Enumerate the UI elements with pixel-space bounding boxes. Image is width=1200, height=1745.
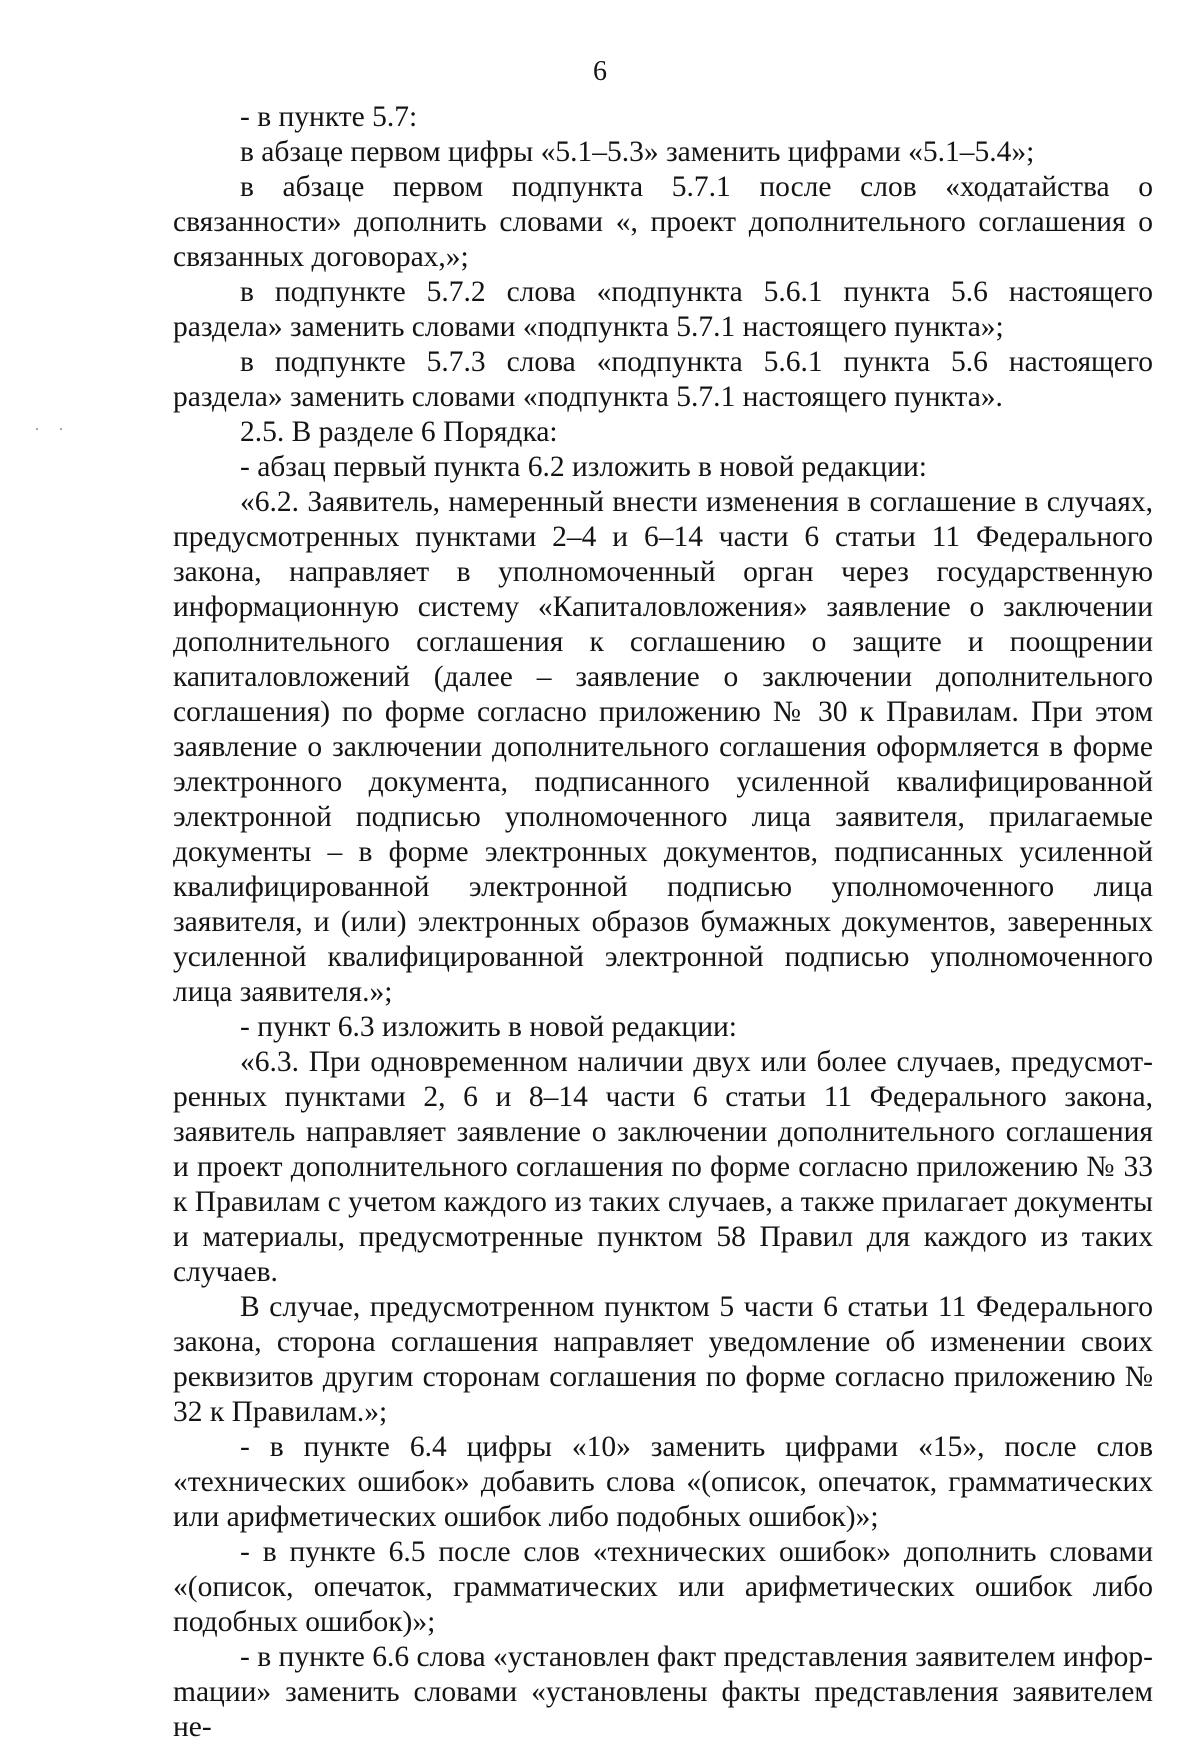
paragraph-clause-6-4: - в пункте 6.4 цифры «10» заменить цифрами «15», после слов «технических ошибок» добавить слова «(описок, опечаток, грамматических или арифметических ошибок либо подобных ошибок)»;: [173, 1431, 1153, 1533]
paragraph-clause-6-3-intro: - пункт 6.3 изложить в новой редакции:: [240, 1011, 737, 1043]
paragraph-subclause-5-7-2: в подпункте 5.7.2 слова «подпункта 5.6.1 пункта 5.6 настоящего раздела» заменить словами «подпункта 5.7.1 настоящего пункта»;: [173, 276, 1153, 343]
paragraph-subclause-5-7-1: в абзаце первом подпункта 5.7.1 после слов «ходатайства о связанности» дополнить словами «, проект дополнительного соглашения о связанных договорах,»;: [173, 171, 1153, 273]
page-number: 6: [593, 56, 607, 87]
paragraph-section-2-5: 2.5. В разделе 6 Порядка:: [240, 416, 558, 448]
paragraph-clause-5-7: - в пункте 5.7:: [240, 101, 418, 133]
paragraph-clause-5-7-first-abzac: в абзаце первом цифры «5.1–5.3» заменить цифрами «5.1–5.4»;: [240, 136, 1035, 168]
paragraph-clause-6-2-intro: - абзац первый пункта 6.2 изложить в новой редакции:: [240, 451, 927, 483]
paragraph-clause-6-6: - в пункте 6.6 слова «установлен факт представления заявителем инфорmации» заменить словами «установлены факты представления заявителем не-: [173, 1641, 1153, 1743]
scan-artifact: [36, 428, 76, 432]
paragraph-clause-6-5: - в пункте 6.5 после слов «технических ошибок» дополнить словами «(описок, опечаток, грамматических или арифметических ошибок либо подобных ошибок)»;: [173, 1536, 1153, 1638]
paragraph-subclause-5-7-3: в подпункте 5.7.3 слова «подпункта 5.6.1 пункта 5.6 настоящего раздела» заменить словами «подпункта 5.7.1 настоящего пункта».: [173, 346, 1153, 413]
document-body: [173, 100, 1153, 1745]
paragraph-clause-6-3-text: «6.3. При одновременном наличии двух или более случаев, предусмотренных пунктами 2, 6 и 8–14 части 6 статьи 11 Федерального закона, заявитель направляет заявление о заключении дополнительного соглашения и проект дополнительного соглашения по форме согласно приложению № 33 к Правилам с учетом каждого из таких случаев, а также прилагает документы и материалы, предусмотренные пунктом 58 Правил для каждого из таких случаев.: [173, 1046, 1153, 1288]
paragraph-clause-6-3-second: В случае, предусмотренном пунктом 5 части 6 статьи 11 Федерального закона, сторона соглашения направляет уведомление об изменении своих реквизитов другим сторонам соглашения по форме согласно приложению № 32 к Правилам.»;: [173, 1291, 1153, 1428]
paragraph-clause-6-2-text: «6.2. Заявитель, намеренный внести изменения в соглашение в случаях, предусмотренных пунктами 2–4 и 6–14 части 6 статьи 11 Федерального закона, направляет в уполномоченный орган через государственную информационную систему «Капиталовложения» заявление о заключении дополнительного соглашения к соглашению о защите и поощрении капиталовложений (далее – заявление о заключении дополнительного соглашения) по форме согласно приложению № 30 к Правилам. При этом заявление о заключении дополнительного соглашения оформляется в форме электронного документа, подписанного усиленной квалифицированной электронной подписью уполномоченного лица заявителя, прилагаемые документы – в форме электронных документов, подписанных усиленной квалифицированной электронной подписью уполномоченного лица заявителя, и (или) электронных образов бумажных документов, заверенных усиленной квалифицированной электронной подписью уполномоченного лица заявителя.»;: [173, 486, 1153, 1008]
